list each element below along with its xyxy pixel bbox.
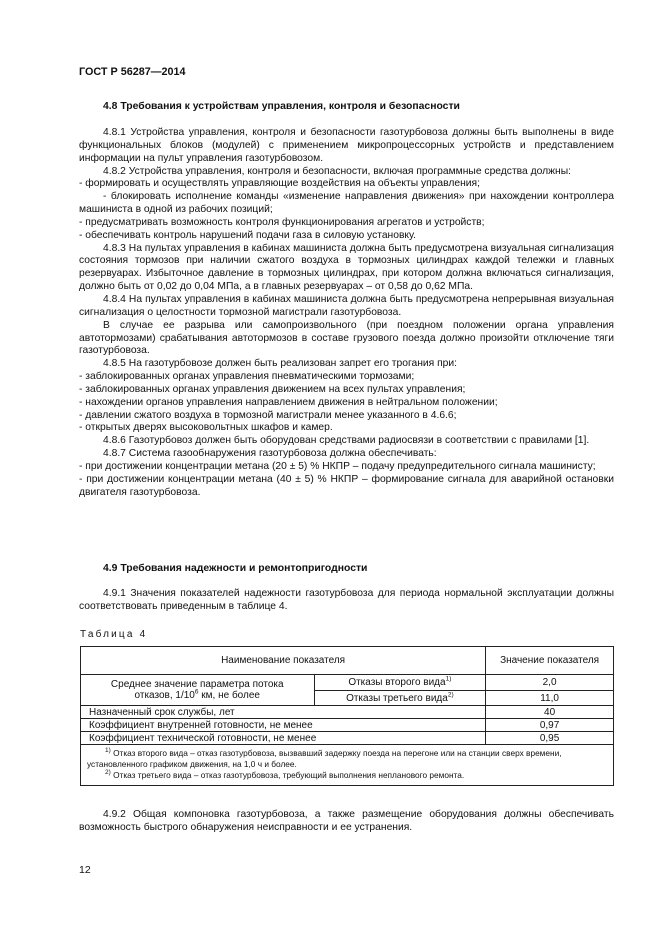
paragraph-4-8-7: 4.8.7 Система газообнаружения газотурбовоза должна обеспечивать: [103, 448, 437, 460]
list-item: - заблокированных органах управления пневматическими тормозами; [79, 371, 415, 383]
table-row [81, 719, 614, 732]
paragraph-4-8-5: 4.8.5 На газотурбовозе должен быть реализован запрет его трогания при: [103, 358, 457, 370]
section-4-8 [79, 101, 614, 499]
table-cell [314, 691, 486, 706]
table-notes-row [81, 745, 614, 786]
table-note-1 [87, 748, 607, 770]
table-row [81, 732, 614, 745]
table-header-row [81, 647, 614, 675]
table-cell: 40 [486, 706, 614, 719]
list-item: - при достижении концентрации метана (40 ± 5) % НКПР – формирование сигнала для аварийной остановки двигателя газотурбовоза. [79, 473, 614, 498]
table-cell: 11,0 [486, 691, 614, 706]
paragraph-4-8-3: 4.8.3 На пультах управления в кабинах машиниста должна быть предусмотрена визуальная сигнализация состояния тормозов при наличии сжатого воздуха в тормозных цилиндрах каждой тележки и главных резервуарах. Избыточное давление в тормозных цилиндрах, при котором должна включаться сигнализация, должно быть от 0,02 до 0,04 МПа, а в главных резервуарах – от 0,58 до 0,62 МПа. [79, 242, 614, 293]
paragraph-4-8-6: 4.8.6 Газотурбовоз должен быть оборудован средствами радиосвязи в соответствии с правилами [1]. [103, 435, 590, 447]
section-4-9-2 [79, 809, 614, 835]
group-label-line2-end: км, не более [198, 690, 260, 701]
table-cell: 0,97 [486, 719, 614, 732]
footnote-mark: 1) [105, 747, 111, 755]
table-cell: 2,0 [486, 675, 614, 691]
table-cell: 0,95 [486, 732, 614, 745]
paragraph-4-8-4: 4.8.4 На пультах управления в кабинах машиниста должна быть предусмотрена непрерывная визуальная сигнализация о целостности тормозной магистрали газотурбовоза. [79, 293, 614, 318]
list-item: - открытых дверях высоковольтных шкафов и камер. [79, 422, 333, 434]
table-caption: Таблица 4 [80, 629, 148, 640]
section-title-4-8: 4.8 Требования к устройствам управления, контроля и безопасности [103, 101, 460, 112]
group-label-line2: отказов, 1/10 [134, 690, 195, 701]
page-number: 12 [79, 864, 91, 876]
list-item: - нахождении органов управления направлением движения в нейтральном положении; [79, 396, 498, 408]
column-header-name: Наименование показателя [81, 647, 486, 675]
failure-type-label: Отказы третьего вида [346, 692, 448, 704]
list-item: - формировать и осуществлять управляющие воздействия на объекты управления; [79, 178, 480, 190]
standard-designation: ГОСТ Р 56287—2014 [79, 66, 186, 78]
reliability-table [80, 646, 614, 786]
group-label-line1: Среднее значение параметра потока [110, 679, 284, 690]
table-row [81, 675, 614, 691]
failure-type-label: Отказы второго вида [348, 677, 446, 688]
paragraph-4-8-2: 4.8.2 Устройства управления, контроля и безопасности, включая программные средства должны: [103, 165, 571, 177]
list-item: - заблокированных органах управления движением на всех пультах управления; [79, 383, 466, 395]
paragraph-4-9-2: 4.9.2 Общая компоновка газотурбовоза, а также размещение оборудования должны обеспечивать возможность быстрого обнаружения неисправности и ее устранения. [79, 809, 614, 833]
section-title-4-9: 4.9 Требования надежности и ремонтопригодности [103, 563, 368, 574]
section-4-9 [79, 563, 614, 614]
table-notes [81, 745, 614, 786]
footnote-mark: 1) [445, 675, 452, 683]
list-item: - блокировать исполнение команды «изменение направления движения» при нахождении контроллера машиниста в одной из рабочих позиций; [79, 191, 614, 216]
table-note-2 [87, 770, 607, 781]
table-cell: Назначенный срок службы, лет [81, 706, 486, 719]
paragraph-4-8-4-b: В случае ее разрыва или самопроизвольного (при поездном положении органа управления автотормозами) срабатывания автотормозов в составе грузового поезда должно произойти отключение тяги газотурбовоза. [79, 319, 614, 357]
failure-flow-parameter-cell [81, 675, 315, 706]
list-item: - предусматривать возможность контроля функционирования агрегатов и устройств; [79, 216, 485, 228]
list-item: - давлении сжатого воздуха в тормозной магистрали менее указанного в 4.6.6; [79, 409, 457, 421]
paragraph-4-8-1: 4.8.1 Устройства управления, контроля и безопасности газотурбовоза должны быть выполнены в виде функциональных блоков (модулей) с применением микропроцессорных устройств и представлением информации на пульт управления газотурбовозом. [79, 127, 614, 164]
list-item: - при достижении концентрации метана (20 ± 5) % НКПР – подачу предупредительного сигнала машинисту; [79, 460, 596, 472]
table-note-text: Отказ третьего вида – отказ газотурбовоза, требующий выполнения непланового ремонта. [110, 770, 465, 780]
group-label-exponent: 6 [194, 688, 199, 696]
table-note-text: Отказ второго вида – отказ газотурбовоза, вызвавший задержку поезда на перегоне или на станции сверх времени, установленного графиком движения, на 1,0 ч и более. [87, 748, 562, 769]
column-header-value: Значение показателя [486, 647, 614, 675]
table-row [81, 706, 614, 719]
footnote-mark: 2) [105, 769, 111, 777]
table-cell [314, 675, 486, 691]
paragraph-4-9-1: 4.9.1 Значения показателей надежности газотурбовоза для периода нормальной эксплуатации должны соответствовать приведенным в таблице 4. [79, 588, 614, 612]
table-cell: Коэффициент технической готовности, не менее [81, 732, 486, 745]
footnote-mark: 2) [447, 691, 454, 699]
table-cell: Коэффициент внутренней готовности, не менее [81, 719, 486, 732]
list-item: - обеспечивать контроль нарушений подачи газа в силовую установку. [79, 229, 417, 241]
